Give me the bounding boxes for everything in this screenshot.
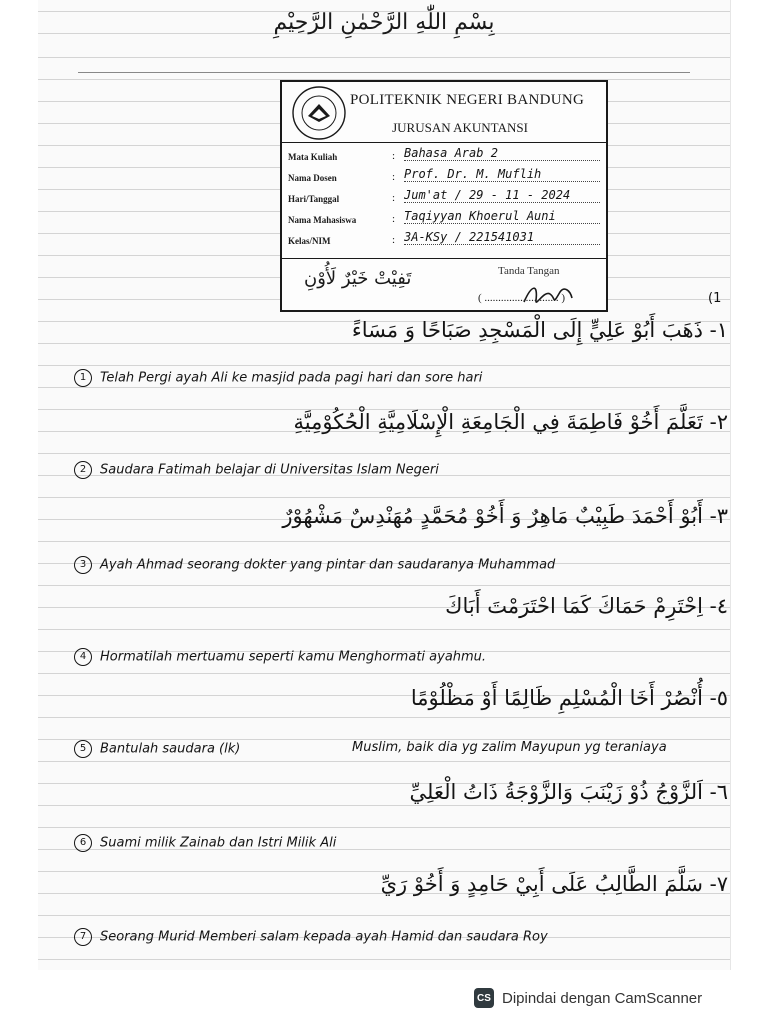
stamp-field-class: Kelas/NIM : 3A-KSy / 221541031	[288, 230, 602, 251]
arabic-sentence-2: ٢- تَعَلَّمَ أَخُوْ فَاطِمَةَ فِي الْجَامِعَةِ الْإِسْلَامِيَّةِ الْحُكُوْمِيَّةِ	[293, 410, 728, 434]
translation-text: Suami milik Zainab dan Istri Milik Ali	[100, 835, 337, 851]
stamp-field-date: Hari/Tanggal : Jum'at / 29 - 11 - 2024	[288, 188, 602, 209]
stamp-field-course: Mata Kuliah : Bahasa Arab 2	[288, 146, 602, 167]
arabic-sentence-6: ٦- اَلزَّوْجُ ذُوْ زَيْنَبَ وَالزَّوْجَةُ ذَاتُ الْعَلِيِّ	[409, 780, 728, 804]
stamp-field-label: Nama Dosen	[288, 173, 337, 183]
translation-3	[74, 556, 724, 574]
stamp-field-lecturer: Nama Dosen : Prof. Dr. M. Muflih	[288, 167, 602, 188]
stamp-field-value: Taqiyyan Khoerul Auni	[404, 209, 600, 224]
translation-text: Seorang Murid Memberi salam kepada ayah Hamid dan saudara Roy	[100, 929, 548, 945]
item-number: 7	[74, 928, 92, 946]
translation-continuation: Muslim, baik dia yg zalim Mayupun yg teraniaya	[352, 740, 667, 755]
arabic-sentence-1: ١- ذَهَبَ أَبُوْ عَلِيٍّ إِلَى الْمَسْجِدِ صَبَاحًا وَ مَسَاءً	[351, 318, 728, 342]
translation-5	[74, 740, 724, 758]
exercise-marker: (1	[708, 291, 722, 306]
signature-placeholder: ( ........................... )	[478, 292, 566, 304]
camscanner-label: Dipindai dengan CamScanner	[502, 989, 703, 1007]
exam-stamp	[280, 80, 608, 312]
stamp-divider	[282, 142, 606, 143]
arabic-sentence-3: ٣- أَبُوْ أَحْمَدَ طَبِيْبٌ مَاهِرٌ وَ أَخُوْ مُحَمَّدٍ مُهَنْدِسٌ مَشْهُوْرٌ	[282, 504, 728, 528]
item-number: 3	[74, 556, 92, 574]
stamp-field-label: Mata Kuliah	[288, 152, 338, 162]
stamp-field-student: Nama Mahasiswa : Taqiyyan Khoerul Auni	[288, 209, 602, 230]
stamp-field-label: Hari/Tanggal	[288, 194, 340, 204]
translation-text: Saudara Fatimah belajar di Universitas Islam Negeri	[100, 462, 439, 478]
arabic-sentence-4: ٤- اِحْتَرِمْ حَمَاكَ كَمَا احْتَرَمْتَ أَبَاكَ	[445, 594, 728, 618]
stamp-field-value: Prof. Dr. M. Muflih	[404, 167, 600, 182]
paper-sheet	[38, 0, 731, 970]
arabic-sentence-7: ٧- سَلَّمَ الطَّالِبُ عَلَى أَبِيْ حَامِدٍ وَ أَخُوْ رَيِّ	[380, 872, 728, 896]
item-number: 5	[74, 740, 92, 758]
translation-1	[74, 369, 724, 387]
stamp-field-label: Kelas/NIM	[288, 236, 331, 246]
translation-6	[74, 834, 724, 852]
translation-7	[74, 928, 724, 946]
translation-text: Telah Pergi ayah Ali ke masjid pada pagi hari dan sore hari	[100, 370, 483, 386]
item-number: 1	[74, 369, 92, 387]
signature-label: Tanda Tangan	[498, 265, 560, 277]
translation-text: Ayah Ahmad seorang dokter yang pintar dan saudaranya Muhammad	[100, 557, 556, 573]
basmala: بِسْمِ اللّٰهِ الرَّحْمٰنِ الرَّحِيْمِ	[273, 10, 495, 35]
translation-4	[74, 648, 724, 666]
stamp-fields	[288, 146, 602, 251]
camscanner-logo-icon: CS	[474, 988, 494, 1008]
item-number: 2	[74, 461, 92, 479]
stamp-department: JURUSAN AKUNTANSI	[392, 120, 528, 135]
translation-2	[74, 461, 724, 479]
arabic-sentence-5: ٥- أُنْصُرْ أَخَا الْمُسْلِمِ ظَالِمًا أَوْ مَظْلُوْمًا	[410, 686, 728, 710]
translation-text: Hormatilah mertuamu seperti kamu Menghormati ayahmu.	[100, 649, 487, 665]
translation-text: Bantulah saudara (lk)	[100, 741, 241, 757]
camscanner-watermark	[474, 984, 754, 1012]
stamp-field-value: Jum'at / 29 - 11 - 2024	[404, 188, 600, 203]
stamp-arabic-motto: تَفِيْتْ خَيْرٌ لَأُوْنِ	[304, 268, 412, 289]
item-number: 4	[74, 648, 92, 666]
item-number: 6	[74, 834, 92, 852]
stamp-field-value: 3A-KSy / 221541031	[404, 230, 600, 245]
stamp-field-value: Bahasa Arab 2	[404, 146, 600, 161]
stamp-field-label: Nama Mahasiswa	[288, 215, 357, 225]
top-rule	[78, 72, 690, 73]
stamp-institution: POLITEKNIK NEGERI BANDUNG	[350, 92, 585, 108]
stamp-divider	[282, 258, 606, 259]
